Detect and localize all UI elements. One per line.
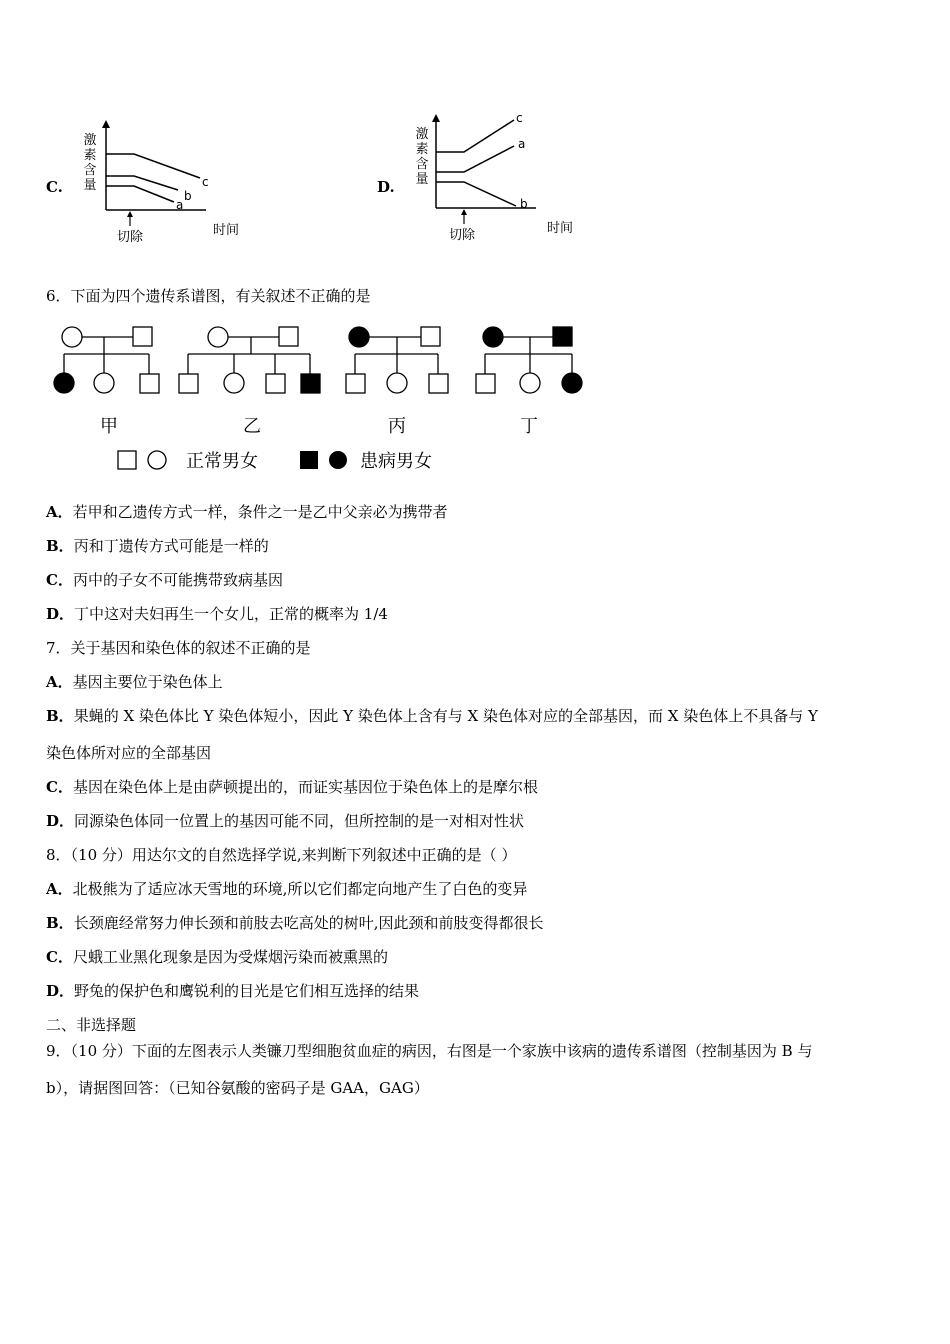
- ding-daughter-affected: [562, 373, 582, 393]
- bing-son-2: [429, 374, 448, 393]
- yi-father: [279, 327, 298, 346]
- ding-father-affected: [553, 327, 572, 346]
- graph-d-curve-a-label: a: [518, 137, 526, 151]
- bing-mother-affected: [349, 327, 369, 347]
- graph-d-curve-b: [436, 182, 516, 206]
- pedigree-figure: [46, 318, 606, 478]
- pedigree-name-yi: 乙: [243, 416, 261, 437]
- bing-daughter: [387, 373, 407, 393]
- q6-option-d: D．丁中这对夫妇再生一个女儿，正常的概率为 1/4: [46, 605, 388, 623]
- jia-daughter: [94, 373, 114, 393]
- graph-d-y-arrow: [432, 114, 440, 122]
- q8-option-c: C．尺蛾工业黑化现象是因为受煤烟污染而被熏黑的: [46, 948, 388, 966]
- graph-d: [402, 108, 592, 250]
- graph-d-ylabel-char: 含: [415, 157, 429, 172]
- pedigree-yi: [179, 327, 320, 393]
- q7-option-d: D．同源染色体同一位置上的基因可能不同，但所控制的是一对相对性状: [46, 812, 525, 830]
- pedigree-bing: [346, 327, 448, 393]
- graph-c-y-arrow: [102, 120, 110, 128]
- legend-affected-male-icon: [300, 451, 318, 469]
- q8-option-d: D．野兔的保护色和鹰锐利的目光是它们相互选择的结果: [46, 982, 420, 1000]
- jia-father: [133, 327, 152, 346]
- graph-d-curve-b-label: b: [520, 197, 528, 211]
- graph-c-curve-a: [106, 186, 174, 202]
- q6-option-a: A．若甲和乙遗传方式一样，条件之一是乙中父亲必为携带者: [46, 503, 448, 521]
- graph-d-xlabel: 时间: [546, 221, 574, 236]
- graph-c-ylabel-char: 激: [83, 133, 97, 148]
- graph-c-curve-c-label: c: [202, 175, 209, 189]
- yi-daughter: [224, 373, 244, 393]
- legend-affected-female-icon: [329, 451, 347, 469]
- yi-mother: [208, 327, 228, 347]
- yi-son-2: [266, 374, 285, 393]
- graph-d-curve-a: [436, 146, 514, 172]
- graph-d-marker-label: 切除: [448, 228, 476, 243]
- q6-stem: 6．下面为四个遗传系谱图，有关叙述不正确的是: [46, 287, 371, 305]
- q9-line-1: 9．（10 分）下面的左图表示人类镰刀型细胞贫血症的病因，右图是一个家族中该病的遗传系谱图（控制基因为 B 与: [46, 1042, 813, 1060]
- graph-c-ylabel-char: 量: [83, 178, 97, 193]
- graph-c-ylabel: [83, 133, 96, 193]
- ding-mother-affected: [483, 327, 503, 347]
- graph-c-xlabel: 时间: [212, 223, 240, 238]
- graph-c-curve-c: [106, 154, 200, 178]
- graph-d-label: D.: [377, 178, 395, 196]
- graph-c-curve-b-label: b: [184, 189, 192, 203]
- pedigree-name-bing: 丙: [388, 416, 406, 437]
- ding-son: [476, 374, 495, 393]
- q8-option-b: B．长颈鹿经常努力伸长颈和前肢去吃高处的树叶,因此颈和前肢变得都很长: [46, 914, 544, 932]
- graph-d-ylabel-char: 素: [415, 142, 429, 157]
- jia-daughter-affected: [54, 373, 74, 393]
- legend-normal-label: 正常男女: [186, 451, 258, 472]
- jia-mother: [62, 327, 82, 347]
- q7-option-b-cont: 染色体所对应的全部基因: [46, 744, 212, 762]
- graph-c-label: C.: [46, 178, 63, 196]
- pedigree-legend: [118, 451, 432, 472]
- pedigree-ding: [476, 327, 582, 393]
- graph-d-ylabel: [415, 127, 428, 187]
- ding-daughter: [520, 373, 540, 393]
- bing-father: [421, 327, 440, 346]
- graph-d-ylabel-char: 激: [415, 127, 429, 142]
- graph-c-marker-label: 切除: [116, 230, 144, 245]
- jia-son: [140, 374, 159, 393]
- q7-option-c: C．基因在染色体上是由萨顿提出的，而证实基因位于染色体上的是摩尔根: [46, 778, 538, 796]
- pedigree-name-jia: 甲: [100, 416, 118, 437]
- graph-d-curve-c-label: c: [516, 111, 523, 125]
- graph-c-ylabel-char: 含: [83, 163, 97, 178]
- legend-normal-male-icon: [118, 451, 136, 469]
- graph-d-ylabel-char: 量: [415, 172, 429, 187]
- graph-d-curve-c: [436, 120, 514, 152]
- q6-option-b: B．丙和丁遗传方式可能是一样的: [46, 537, 269, 555]
- q7-option-b: B．果蝇的 X 染色体比 Y 染色体短小，因此 Y 染色体上含有与 X 染色体对应的全部基因，而 X 染色体上不具备与 Y: [46, 707, 818, 725]
- q9-line-2: b），请据图回答：（已知谷氨酸的密码子是 GAA，GAG）: [46, 1079, 429, 1097]
- q8-option-a: A．北极熊为了适应冰天雪地的环境,所以它们都定向地产生了白色的变异: [46, 880, 528, 898]
- graph-c-curve-b: [106, 176, 178, 190]
- q8-stem: 8．（10 分）用达尔文的自然选择学说,来判断下列叙述中正确的是（ ）: [46, 846, 517, 864]
- pedigree-jia: [54, 327, 159, 393]
- q7-stem: 7．关于基因和染色体的叙述不正确的是: [46, 639, 311, 657]
- yi-son-1: [179, 374, 198, 393]
- pedigree-name-ding: 丁: [520, 416, 538, 437]
- section-heading: 二、非选择题: [46, 1016, 137, 1034]
- graph-c-curve-a-label: a: [176, 198, 184, 212]
- graph-c-ylabel-char: 素: [83, 148, 97, 163]
- bing-son-1: [346, 374, 365, 393]
- graph-c: [70, 118, 260, 253]
- legend-affected-label: 患病男女: [360, 451, 432, 472]
- q7-option-a: A．基因主要位于染色体上: [46, 673, 223, 691]
- q6-option-c: C．丙中的子女不可能携带致病基因: [46, 571, 283, 589]
- legend-normal-female-icon: [148, 451, 166, 469]
- yi-son-affected: [301, 374, 320, 393]
